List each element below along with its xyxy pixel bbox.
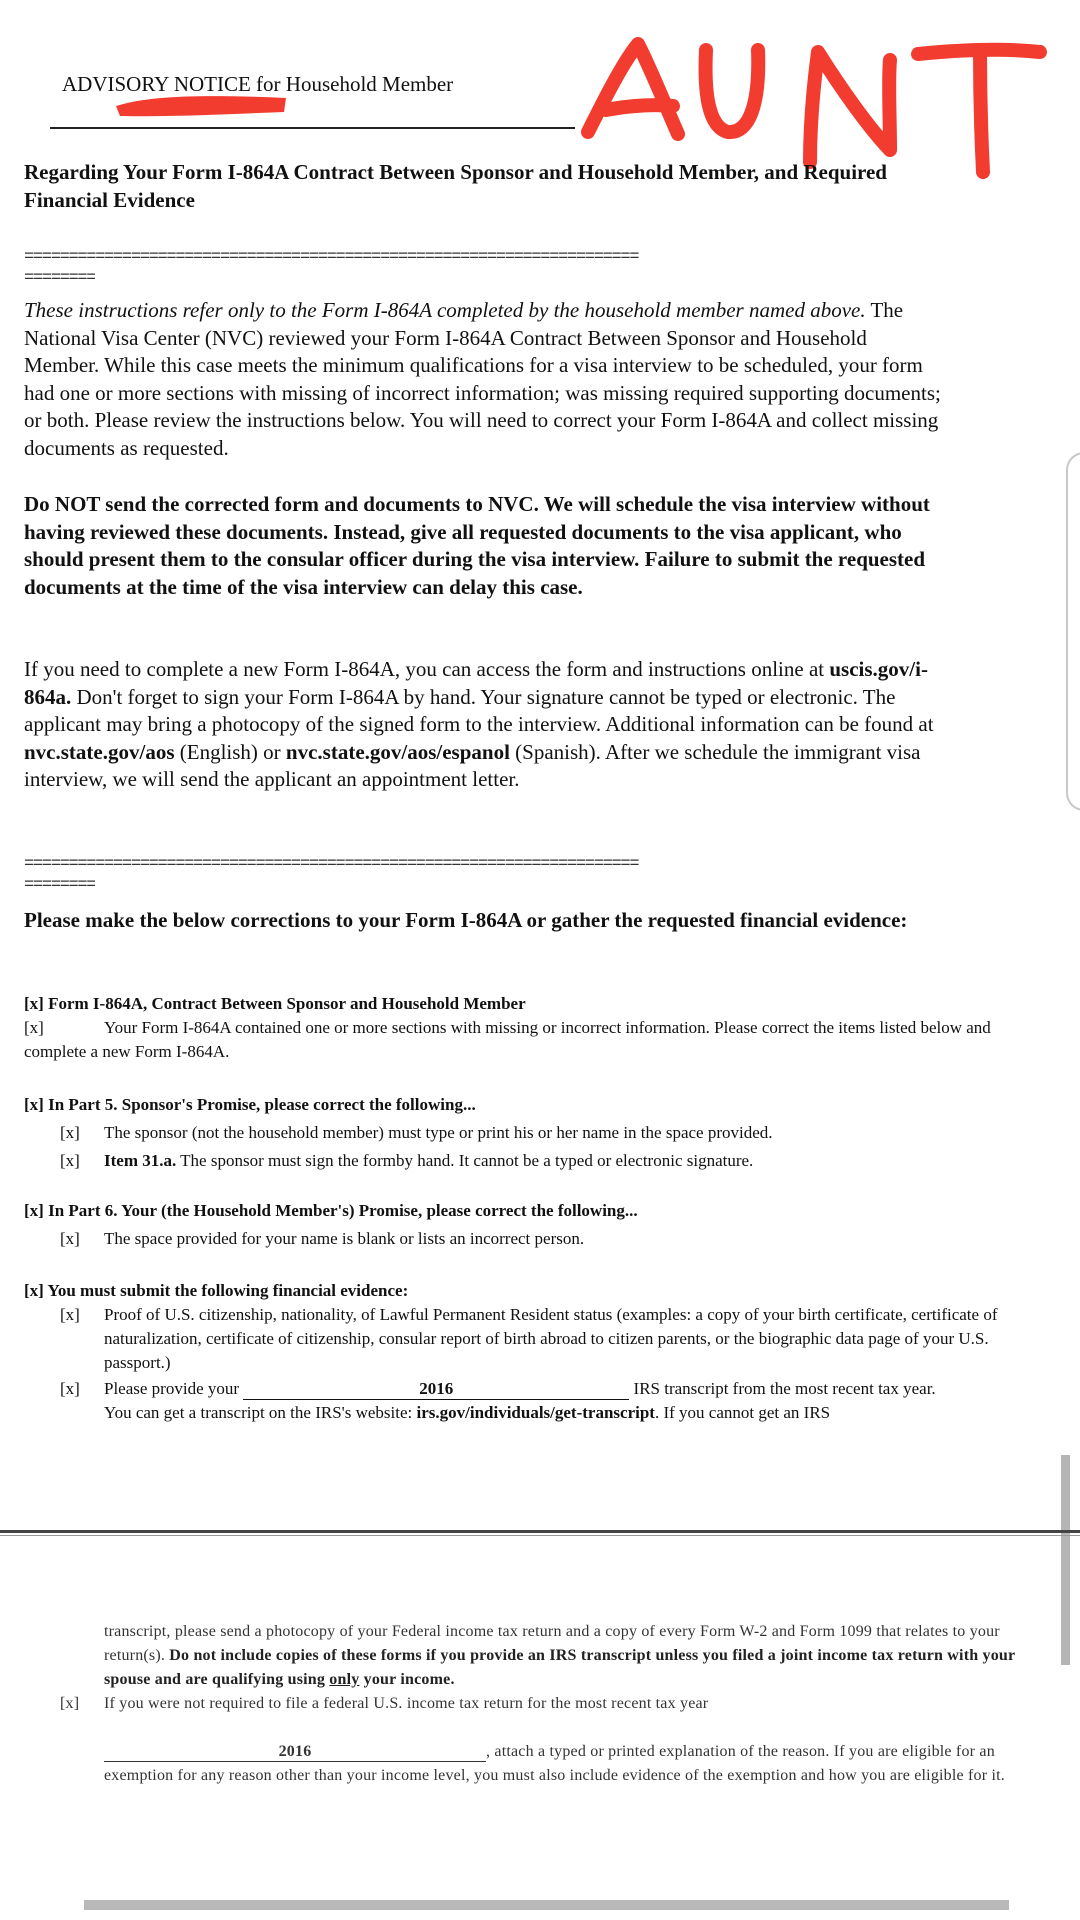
warning-paragraph: Do NOT send the corrected form and documents to NVC. We will schedule the visa interview without having reviewed these documents. Instead, give all requested documents to the visa applicant, who should present them to the consular officer during the visa interview. Failure to submit the requested documents at the time of the visa interview can delay this case. [24,492,930,599]
section-part6: [x] In Part 6. Your (the Household Member's) Promise, please correct the following... [24,1201,638,1220]
part5-item-2 [60,1149,1020,1173]
checkbox-mark: [x] [60,1151,80,1170]
nvc-aos-link[interactable]: nvc.state.gov/aos [24,739,175,764]
continued-bold-end: your income. [359,1671,455,1688]
bottom-scrollbar[interactable] [84,1900,1009,1910]
handwritten-annotation-aunt [578,22,1048,180]
continued-text: transcript, please send a photocopy of your Federal income tax return and a copy of every Form W-2 and Form 1099 that relates to your return(s). [104,1623,1000,1664]
item-text: The sponsor must sign the formby hand. It cannot be a typed or electronic signature. [176,1151,754,1170]
page-divider [0,1530,1080,1533]
irs-transcript-link[interactable]: irs.gov/individuals/get-transcript [416,1403,655,1422]
regarding-heading: Regarding Your Form I-864A Contract Between Sponsor and Household Member, and Required Financial Evidence [24,160,887,212]
checkbox-mark: [x] [24,1018,44,1037]
tax-year-field[interactable]: 2016 [243,1379,629,1400]
name-line [50,127,575,129]
access-text-1: If you need to complete a new Form I-864A, you can access the form and instructions online at [24,657,830,681]
intro-paragraph [24,297,944,462]
checkbox-mark: [x] [60,1123,80,1142]
checkbox-mark: [x] [60,1229,80,1248]
item-text: The sponsor (not the household member) must type or print his or her name in the space provided. [104,1123,773,1142]
financial-item-2 [104,1377,1044,1401]
item-text: Please provide your [104,1379,244,1398]
separator-rule-tail: ======== [24,269,96,288]
corrections-heading: Please make the below corrections to your Form I-864A or gather the requested financial evidence: [24,908,908,932]
continued-paragraph [104,1620,1024,1692]
advisory-title: ADVISORY NOTICE for Household Member [62,72,454,96]
continued-only: only [329,1671,360,1688]
access-text-4: (Spanish). After we schedule the immigrant visa interview, we will send the applicant an appointment letter. [24,739,921,791]
continued-text: , attach a typed or printed explanation of the reason. If you are eligible for an exemption for any reason other than your income level, you must also include evidence of the exemption and how you are eligible for it. [104,1743,1005,1784]
separator-rule-tail: ======== [24,876,96,895]
part6-item-1 [60,1227,1020,1251]
section-form-i864a-item [24,1016,1004,1064]
access-text-2: Don't forget to sign your Form I-864A by hand. Your signature cannot be typed or electronic. The applicant may bring a photocopy of the signed form to the interview. Additional information can be found at [24,684,934,736]
item-text: Your Form I-864A contained one or more sections with missing or incorrect information. Please correct the items listed below and complete a new Form I-864A. [24,1018,991,1061]
nvc-aos-espanol-link[interactable]: nvc.state.gov/aos/espanol [285,739,510,764]
scroll-handle[interactable] [1066,452,1080,811]
section-part5: [x] In Part 5. Sponsor's Promise, please correct the following... [24,1095,476,1114]
not-required-item-cont [104,1740,1024,1788]
continued-bold: Do not include copies of these forms if you provide an IRS transcript unless you filed a joint income tax return with your spouse and are qualifying using [104,1647,1016,1688]
item-text: IRS transcript from the most recent tax year. [629,1379,936,1398]
item-text: The space provided for your name is blank or lists an incorrect person. [104,1229,585,1248]
checkbox-mark: [x] [60,1379,80,1398]
item-label: Item 31.a. [104,1151,177,1170]
separator-rule: ===================================================================== [24,248,639,267]
financial-item-2-line2 [104,1401,1044,1425]
intro-body: The National Visa Center (NVC) reviewed your Form I-864A Contract Between Sponsor and Household Member. While this case meets the minimum qualifications for a visa interview to be scheduled, your form had one or more sections with missing of incorrect information; was missing required supporting documents; or both. Please review the instructions below. You will need to correct your Form I-864A and collect missing documents as requested. [24,298,941,460]
section-financial-evidence: [x] You must submit the following financial evidence: [24,1281,409,1300]
checkbox-mark: [x] [60,1695,80,1712]
redaction-scribble [108,90,293,120]
part5-item-1 [60,1121,1020,1145]
access-text-3: (English) or [174,739,286,764]
item-text: . If you cannot get an IRS [654,1403,831,1422]
not-required-item: If you were not required to file a federal U.S. income tax return for the most recent tax year [104,1695,709,1712]
financial-item-1: Proof of U.S. citizenship, nationality, of Lawful Permanent Resident status (examples: a copy of your birth certificate, certificate of naturalization, certificate of citizenship, consular report of birth abroad to citizen parents, or the biographic data page of your U.S. passport.) [104,1305,998,1372]
separator-rule: ===================================================================== [24,855,639,874]
uscis-link[interactable]: uscis.gov/i-864a. [24,657,928,709]
item-text: You can get a transcript on the IRS's website: [104,1403,417,1422]
tax-year-field-2[interactable]: 2016 [104,1743,486,1762]
section-form-i864a: [x] Form I-864A, Contract Between Sponsor and Household Member [24,994,526,1013]
access-paragraph [24,656,944,794]
page-divider-shadow [0,1535,1080,1536]
intro-italic: These instructions refer only to the Form I-864A completed by the household member named above. [24,298,866,322]
scrollbar[interactable] [1061,1455,1070,1665]
checkbox-mark: [x] [60,1305,80,1324]
